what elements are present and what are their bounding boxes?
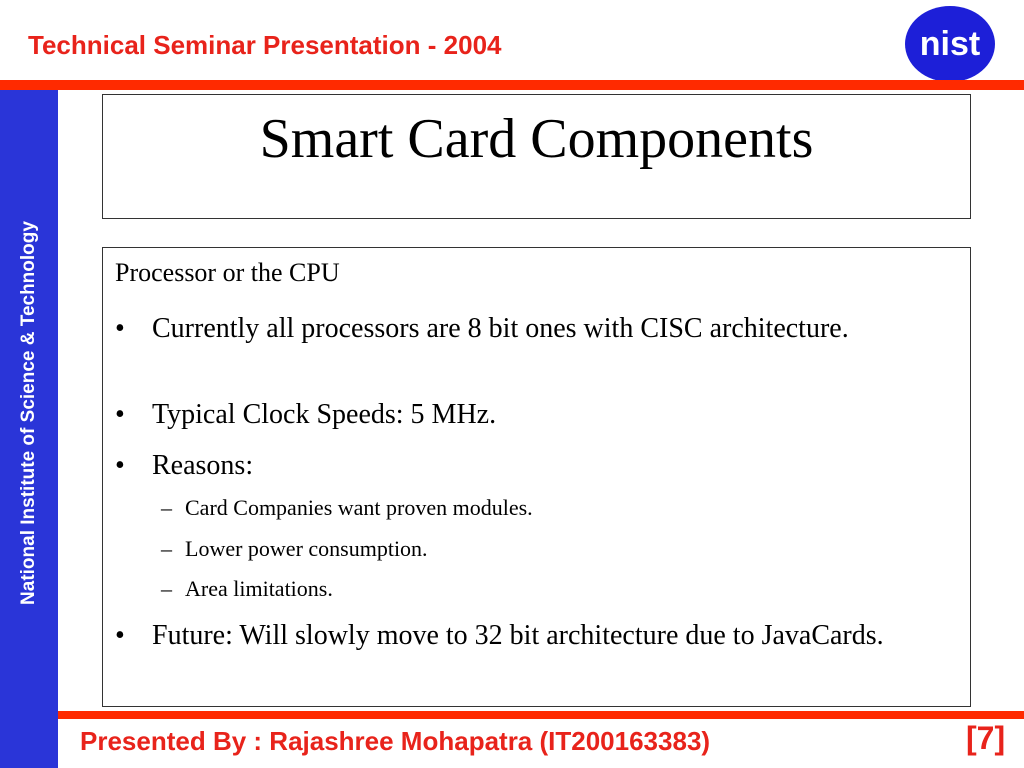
top-divider (0, 80, 1024, 90)
bullet-item (115, 617, 955, 655)
bullet-item (115, 447, 955, 485)
bullet-mark: • (115, 620, 125, 651)
bullet-text: Currently all processors are 8 bit ones with CISC architecture. (152, 313, 849, 344)
page-number: [7] (966, 720, 1006, 756)
sub-bullet-text: Lower power consumption. (185, 536, 428, 561)
sub-bullet-mark: – (161, 495, 172, 520)
sub-bullet-mark: – (161, 576, 172, 601)
sub-bullet-item (161, 535, 428, 563)
sub-bullet-mark: – (161, 536, 172, 561)
sidebar-institute-name: National Institute of Science & Technology (18, 221, 39, 605)
sub-bullet-text: Card Companies want proven modules. (185, 495, 533, 520)
title-box (102, 94, 971, 219)
bullet-item (115, 310, 955, 348)
logo-text: nist (919, 25, 981, 63)
intro-text: Processor or the CPU (115, 258, 340, 287)
bullet-mark: • (115, 399, 125, 430)
nist-logo (904, 4, 996, 84)
bullet-text: Reasons: (152, 450, 254, 481)
slide-title: Smart Card Components (259, 108, 814, 170)
bullet-text: Typical Clock Speeds: 5 MHz. (152, 399, 497, 430)
bottom-divider (58, 711, 1024, 719)
bullet-mark: • (115, 313, 125, 344)
sub-bullet-text: Area limitations. (185, 576, 333, 601)
sub-bullet-item (161, 494, 533, 522)
bullet-item (115, 396, 955, 434)
sub-bullet-item (161, 575, 333, 603)
header-title: Technical Seminar Presentation - 2004 (28, 30, 502, 60)
presenter-credit: Presented By : Rajashree Mohapatra (IT200163383) (80, 726, 711, 756)
bullet-text: Future: Will slowly move to 32 bit architecture due to JavaCards. (152, 620, 884, 651)
bullet-mark: • (115, 450, 125, 481)
content-box (102, 247, 971, 707)
